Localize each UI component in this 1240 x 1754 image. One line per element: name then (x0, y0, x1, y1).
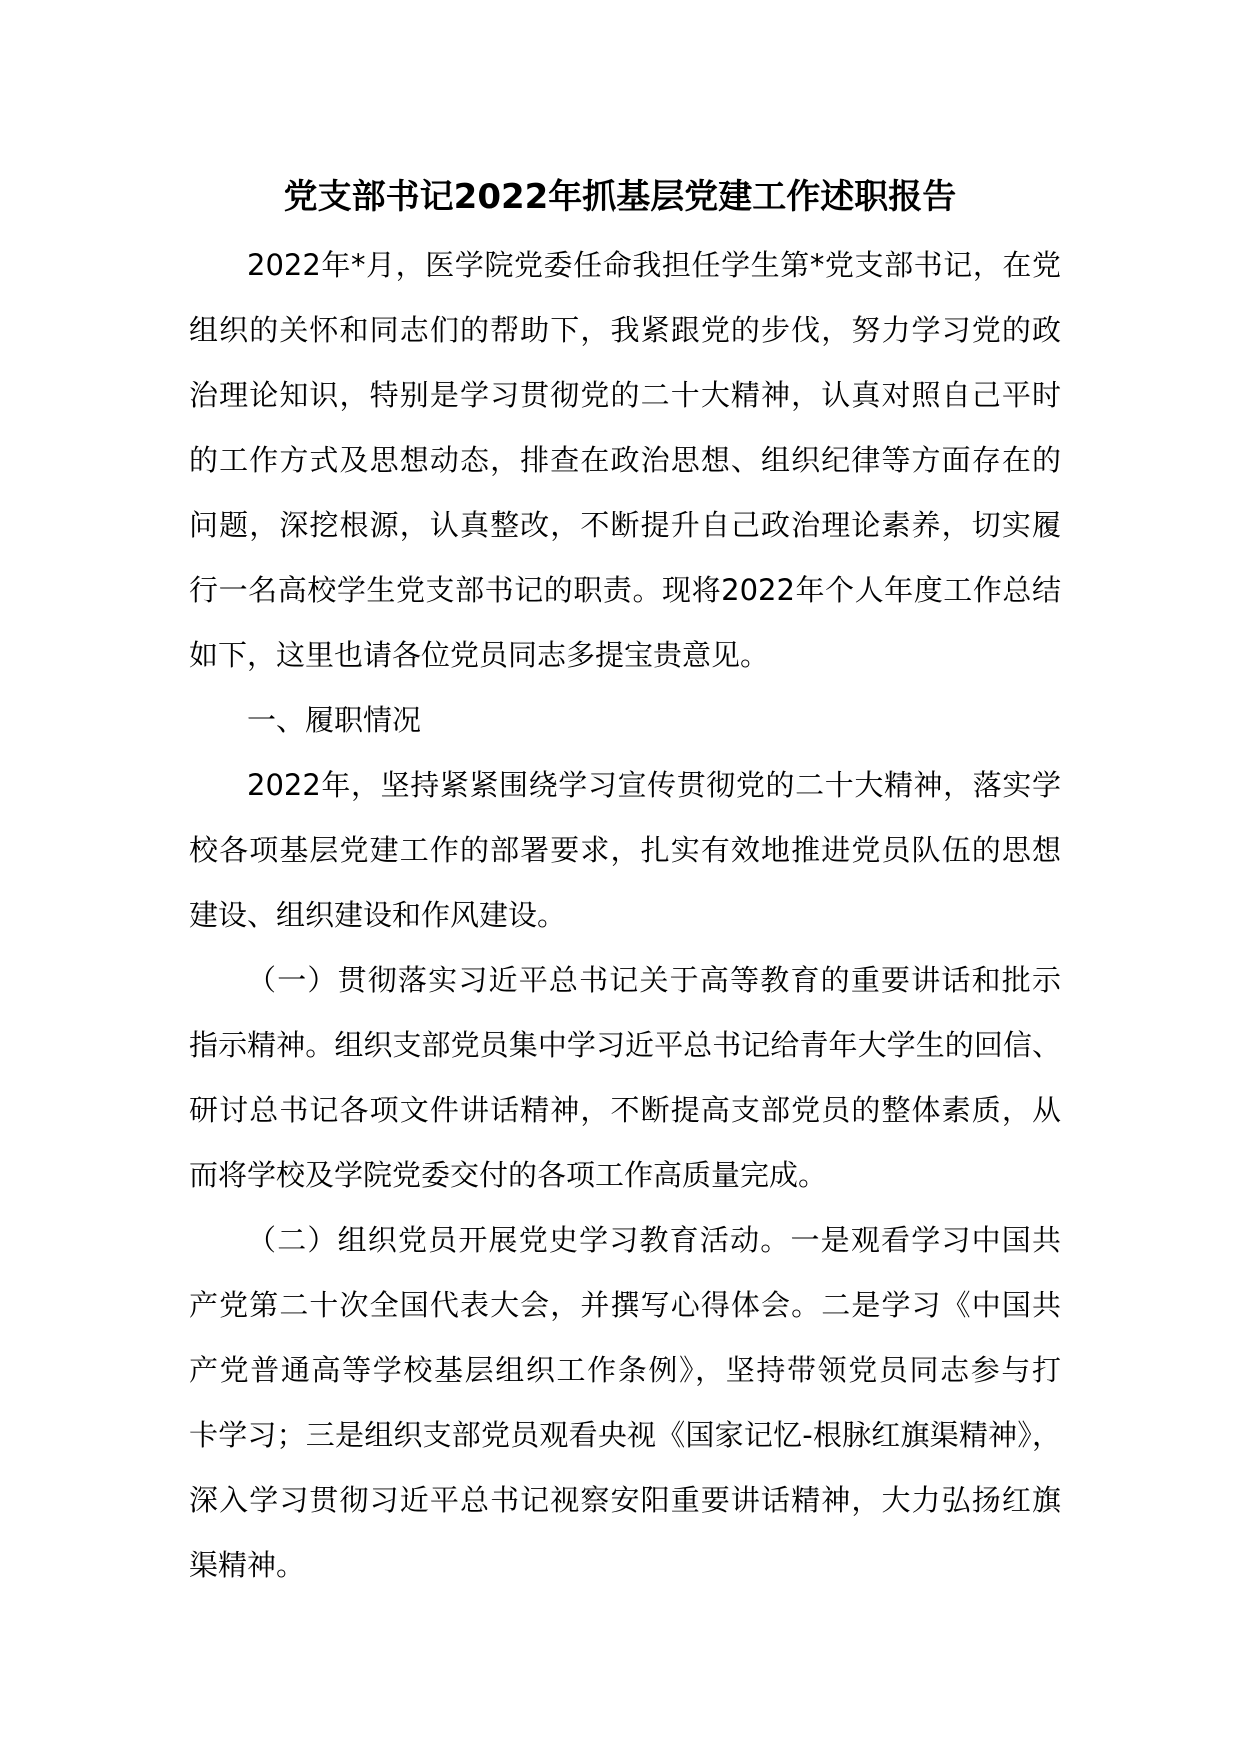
section-heading (189, 688, 1061, 753)
paragraph (189, 1208, 1061, 1598)
text-line: 而将学校及学院党委交付的各项工作高质量完成。 (189, 1158, 828, 1192)
document-body (189, 233, 1061, 1598)
text-line: 产党普通高等学校基层组织工作条例》，坚持带领党员同志参与打 (189, 1353, 1061, 1387)
text-line: （一）贯彻落实习近平总书记关于高等教育的重要讲话和批示 (247, 963, 1061, 997)
text-line: 校各项基层党建工作的部署要求，扎实有效地推进党员队伍的思想 (189, 833, 1061, 867)
text-line: 2022年，坚持紧紧围绕学习宣传贯彻党的二十大精神，落实学 (247, 768, 1061, 802)
text-line: 组织的关怀和同志们的帮助下，我紧跟党的步伐，努力学习党的政 (189, 313, 1061, 347)
text-line: 深入学习贯彻习近平总书记视察安阳重要讲话精神，大力弘扬红旗 (189, 1483, 1061, 1517)
text-line: 研讨总书记各项文件讲话精神，不断提高支部党员的整体素质，从 (189, 1093, 1061, 1127)
paragraph (189, 948, 1061, 1208)
text-line: 如下，这里也请各位党员同志多提宝贵意见。 (189, 638, 770, 672)
text-line: 2022年*月，医学院党委任命我担任学生第*党支部书记，在党 (247, 248, 1061, 282)
document-title: 党支部书记2022年抓基层党建工作述职报告 (283, 177, 957, 217)
paragraph (189, 753, 1061, 948)
text-line: 的工作方式及思想动态，排查在政治思想、组织纪律等方面存在的 (189, 443, 1061, 477)
text-line: 治理论知识，特别是学习贯彻党的二十大精神，认真对照自己平时 (189, 378, 1061, 412)
text-line: （二）组织党员开展党史学习教育活动。一是观看学习中国共 (247, 1223, 1061, 1257)
paragraph (189, 233, 1061, 688)
text-line: 一、履职情况 (247, 703, 422, 737)
text-line: 指示精神。组织支部党员集中学习近平总书记给青年大学生的回信、 (189, 1028, 1061, 1062)
text-line: 卡学习；三是组织支部党员观看央视《国家记忆-根脉红旗渠精神》， (189, 1418, 1061, 1452)
text-line: 问题，深挖根源，认真整改，不断提升自己政治理论素养，切实履 (189, 508, 1061, 542)
text-line: 产党第二十次全国代表大会，并撰写心得体会。二是学习《中国共 (189, 1288, 1061, 1322)
text-line: 渠精神。 (189, 1548, 306, 1582)
text-line: 行一名高校学生党支部书记的职责。现将2022年个人年度工作总结 (189, 573, 1061, 607)
text-line: 建设、组织建设和作风建设。 (189, 898, 567, 932)
